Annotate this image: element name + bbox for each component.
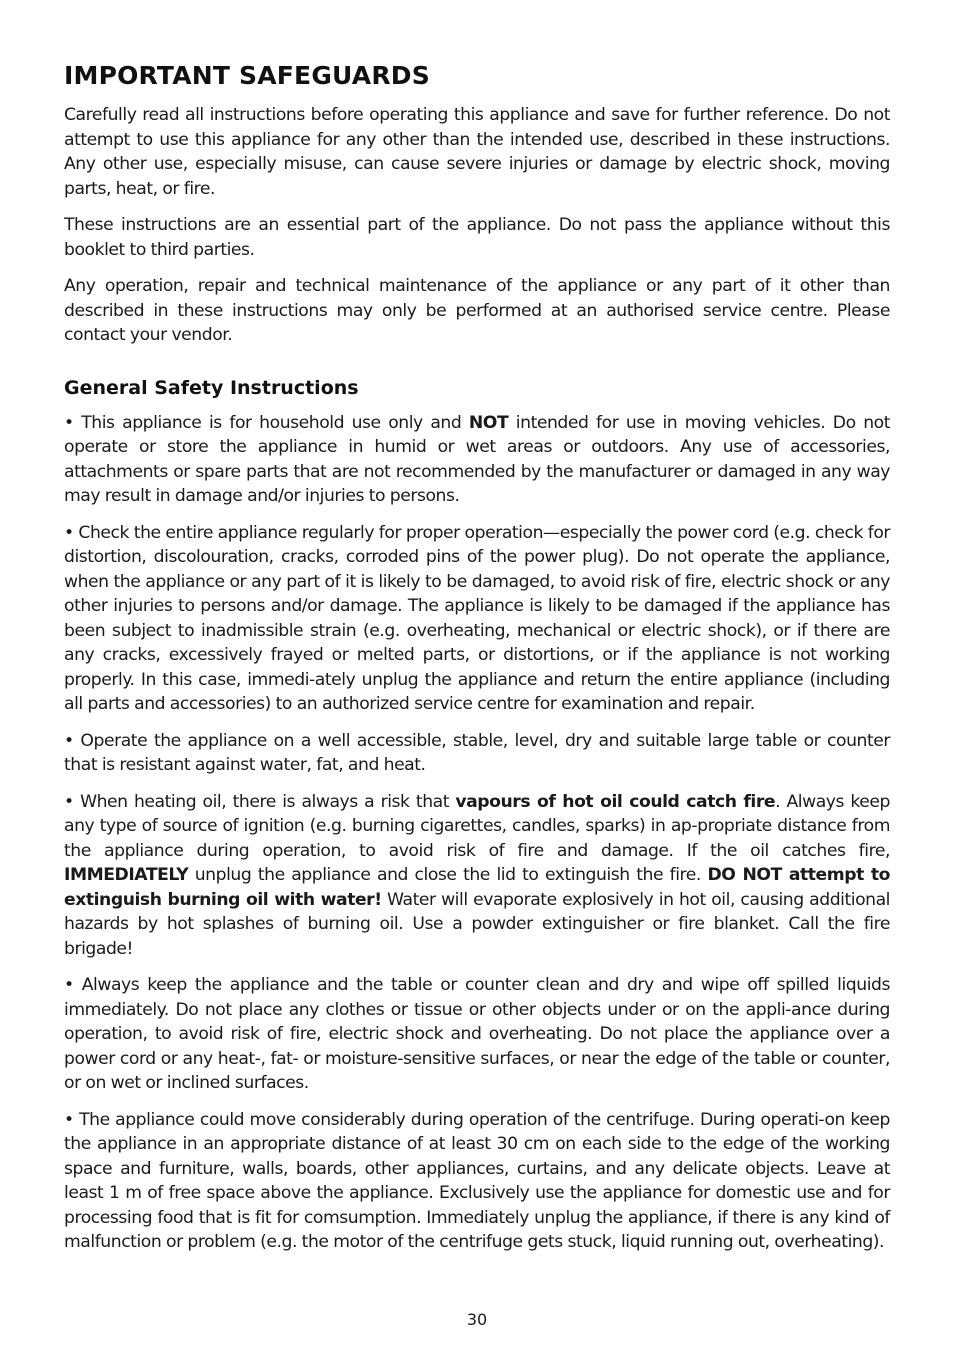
bullet-paragraph <box>64 729 890 778</box>
emphasis: vapours of hot oil could catch fire <box>455 791 776 812</box>
text-run: • The appliance could move considerably during operation of the centrifuge. During operati-on keep the appliance in an appropriate distance of at least 30 cm on each side to the edge of the working space and furniture, walls, boards, other appliances, curtains, and any delicate objects. Leave at least 1 m of free space above the appliance. Exclusively use the appliance for domestic use and for processing food that is fit for comsumption. Immediately unplug the appliance, if there is any kind of malfunction or problem (e.g. the motor of the centrifuge gets stuck, liquid running out, overheating). <box>64 1109 890 1252</box>
intro-paragraph: These instructions are an essential part of the appliance. Do not pass the appliance without this booklet to third parties. <box>64 215 890 260</box>
text-run: • This appliance is for household use only and <box>64 412 469 433</box>
intro-paragraph: Carefully read all instructions before operating this appliance and save for further reference. Do not attempt to use this appliance for any other than the intended use, described in these instructions. Any other use, especially misuse, can cause severe injuries or damage by electric shock, moving parts, heat, or fire. <box>64 105 890 199</box>
text-run: • When heating oil, there is always a risk that <box>64 791 456 812</box>
text-run: . Always keep any type of source of ignition (e.g. burning cigarettes, candles, sparks) in ap-propriate distance from the appliance during operation, to avoid risk of fire and damage. If the oil catches fire, <box>64 791 890 861</box>
section-heading: General Safety Instructions <box>64 376 359 399</box>
emphasis: NOT <box>468 412 509 433</box>
bullet-paragraph <box>64 973 890 1096</box>
bullet-paragraph <box>64 521 890 717</box>
intro-paragraph: Any operation, repair and technical maintenance of the appliance or any part of it other than described in these instructions may only be performed at an authorised service centre. Please contact your vendor. <box>64 276 890 345</box>
emphasis: IMMEDIATELY <box>64 865 189 885</box>
bullet-paragraph <box>64 790 890 962</box>
bullet-paragraph <box>64 411 890 509</box>
page-title: IMPORTANT SAFEGUARDS <box>64 61 430 90</box>
bullet-paragraph <box>64 1108 890 1255</box>
text-run: • Check the entire appliance regularly for proper operation—especially the power cord (e.g. check for distortion, discolouration, cracks, corroded pins of the power plug). Do not operate the appliance, when the appliance or any part of it is likely to be damaged, to avoid risk of fire, electric shock or any other injuries to persons and/or damage. The appliance is likely to be damaged if the appliance has been subject to inadmissible strain (e.g. overheating, mechanical or electric shock), or if there are any cracks, excessively frayed or melted parts, or distortions, or if the appliance is not working properly. In this case, immedi-ately unplug the appliance and return the entire appliance (including all parts and accessories) to an authorized service centre for examination and repair. <box>64 522 890 714</box>
text-run: Water will evaporate explosively in hot oil, causing additional hazards by hot splashes of burning oil. Use a powder extinguisher or fire blanket. Call the fire brigade! <box>64 889 891 959</box>
page-number: 30 <box>466 1310 488 1329</box>
bullet-list <box>64 411 890 1255</box>
emphasis: DO NOT attempt to extinguish burning oil with water! <box>64 865 891 910</box>
document-page <box>64 58 890 1267</box>
text-run: intended for use in moving vehicles. Do not operate or store the appliance in humid or wet areas or outdoors. Any use of accessories, attachments or spare parts that are not recommended by the manufacturer or damaged in any way may result in damage and/or injuries to persons. <box>64 412 890 506</box>
text-run: • Operate the appliance on a well accessible, stable, level, dry and suitable large table or counter that is resistant against water, fat, and heat. <box>64 730 890 775</box>
text-run: unplug the appliance and close the lid to extinguish the fire. <box>188 865 708 885</box>
text-run: • Always keep the appliance and the table or counter clean and dry and wipe off spilled liquids immediately. Do not place any clothes or tissue or other objects under or on the appli-ance during operation, to avoid risk of fire, electric shock and overheating. Do not place the appliance over a power cord or any heat-, fat- or moisture-sensitive surfaces, or near the edge of the table or counter, or on wet or inclined surfaces. <box>64 975 890 1093</box>
